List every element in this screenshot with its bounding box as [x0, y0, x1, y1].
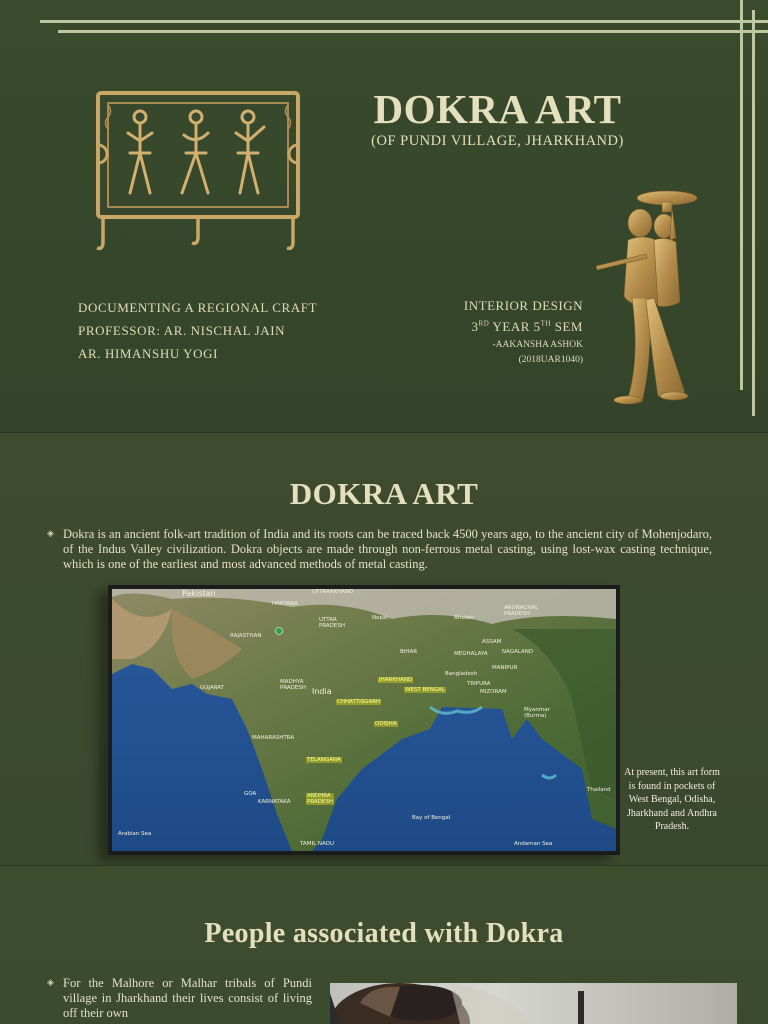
map-label-uttarakhand: UTTARAKHAND: [312, 589, 354, 595]
satellite-map-image: [112, 589, 616, 851]
india-map: [112, 589, 616, 851]
map-label-andhra-pradesh: ANDHRA PRADESH: [307, 793, 334, 805]
map-label-madhya-pradesh: MADHYA PRADESH: [280, 679, 307, 691]
artisan-photo-image: [330, 983, 737, 1024]
frame-line-right-2: [752, 10, 755, 416]
bullet-icon: ◈: [47, 529, 54, 539]
map-label-bihar: BIHAR: [400, 649, 418, 655]
section-title: DOKRA ART: [289, 476, 479, 511]
frame-line-right-1: [740, 0, 743, 390]
course-line-2: PROFESSOR: AR. NISCHAL JAIN: [78, 323, 286, 338]
course-line-3: AR. HIMANSHU YOGI: [78, 346, 219, 361]
map-label-maharashtra: MAHARASHTRA: [252, 735, 295, 741]
map-label-haryana: HARYANA: [272, 601, 298, 607]
map-label-meghalaya: MEGHALAYA: [454, 651, 488, 657]
title-slide: [0, 0, 768, 432]
people-bullet: [47, 976, 312, 1021]
map-label-uttar-pradesh: UTTAR PRADESH: [319, 617, 346, 629]
map-label-thailand: Thailand: [587, 787, 611, 793]
map-label-bangladesh: Bangladesh: [445, 671, 478, 677]
dokra-figurine-image: [592, 188, 704, 410]
main-title: DOKRA ART: [373, 86, 622, 132]
map-label-bay-of-bengal: Bay of Bengal: [412, 815, 451, 821]
map-label-tamil-nadu: TAMIL NADU: [300, 841, 335, 847]
roll-number: (2018UAR1040): [518, 355, 583, 365]
map-label-west-bengal: WEST BENGAL: [405, 687, 445, 693]
intro-bullet: [47, 527, 712, 572]
map-label-goa: GOA: [244, 791, 257, 797]
map-label-andaman-sea: Andaman Sea: [514, 841, 553, 847]
map-label-gujarat: GUJARAT: [200, 685, 224, 691]
map-label-nepal: Nepal: [372, 615, 388, 621]
people-slide: [0, 866, 768, 1024]
map-label-rajasthan: RAJASTHAN: [230, 633, 262, 639]
map-label-odisha: ODISHA: [375, 721, 397, 727]
student-info: [440, 298, 583, 370]
main-subtitle: (OF PUNDI VILLAGE, JHARKHAND): [371, 133, 624, 149]
map-label-bhutan: Bhutan: [454, 615, 474, 621]
bullet-icon: ◈: [47, 978, 54, 988]
map-label-jharkhand: JHARKHAND: [379, 677, 413, 683]
map-label-nagaland: NAGALAND: [502, 649, 534, 655]
map-label-manipur: MANIPUR: [492, 665, 518, 671]
dokra-wall-hook-image: [78, 85, 322, 255]
map-label-tripura: TRIPURA: [467, 681, 491, 687]
map-label-mizoram: MIZORAM: [480, 689, 507, 695]
frame-line-top-1: [40, 20, 768, 23]
map-caption: At present, this art form is found in pockets of West Bengal, Odisha, Jharkhand and Andhra Pradesh.: [624, 767, 720, 832]
course-line-1: DOCUMENTING A REGIONAL CRAFT: [78, 300, 318, 315]
author-name: -AAKANSHA ASHOK: [492, 340, 583, 350]
department: INTERIOR DESIGN: [463, 298, 583, 313]
map-label-chhattisgarh: CHHATTISGARH: [337, 699, 381, 705]
intro-paragraph: Dokra is an ancient folk-art tradition of India and its roots can be traced back 4500 years ago, to the ancient city of Mohenjodaro, of the Indus Valley civilization. Dokra objects are made through non-ferrous metal casting, using lost-wax casting technique, which is one of the earliest and most advanced methods of metal casting.: [63, 527, 712, 571]
map-label-assam: ASSAM: [482, 639, 502, 645]
map-label-arunachal: ARUNACHAL PRADESH: [504, 605, 539, 617]
map-label-telangana: TELANGANA: [307, 757, 341, 763]
people-paragraph: For the Malhore or Malhar tribals of Pundi village in Jharkhand their lives consist of living off their own: [63, 976, 312, 1020]
map-label-myanmar: Myanmar (Burma): [524, 707, 550, 719]
map-label-pakistan: Pakistan: [182, 589, 216, 598]
india-map-frame: [108, 585, 620, 855]
map-label-karnataka: KARNATAKA: [258, 799, 291, 805]
dokra-art-slide: [0, 433, 768, 865]
year-semester: 3RD YEAR 5TH SEM: [471, 319, 583, 334]
artisan-photo: [330, 983, 737, 1024]
people-title: People associated with Dokra: [204, 918, 564, 949]
frame-line-top-2: [58, 30, 768, 33]
course-info: [78, 300, 317, 369]
map-label-arabian-sea: Arabian Sea: [118, 831, 152, 837]
map-label-india: India: [312, 687, 332, 696]
